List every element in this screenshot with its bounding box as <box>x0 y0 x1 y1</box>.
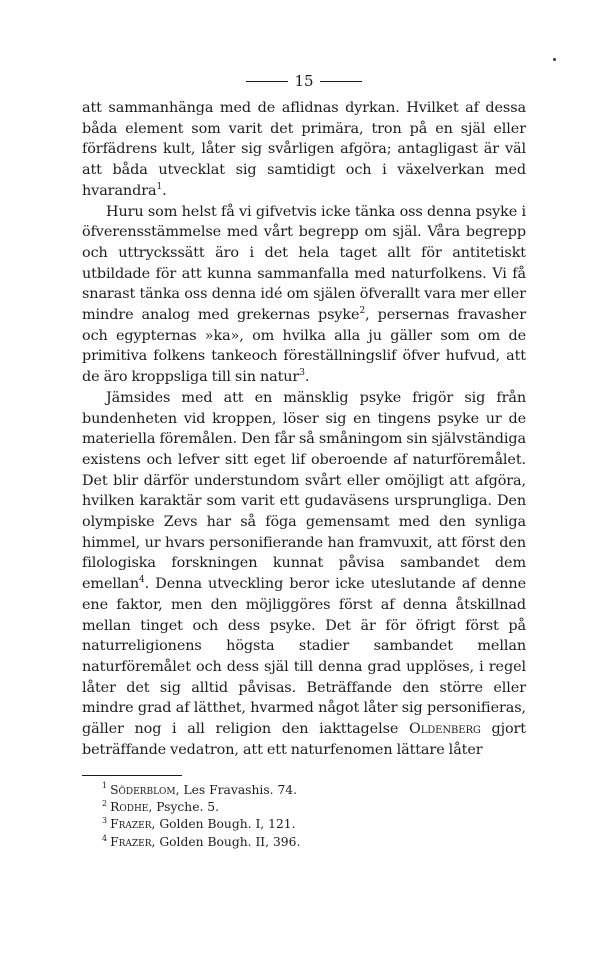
text-run: . <box>304 369 310 386</box>
footnote-mark: 3 <box>102 816 108 826</box>
footnote-mark: 2 <box>102 798 108 808</box>
header-dash-left <box>246 81 288 82</box>
footnote-mark: 1 <box>102 781 108 791</box>
footnote-citation: , Golden Bough. II, 396. <box>151 834 301 849</box>
footnote-author: Söderblom <box>110 782 176 797</box>
text-run: att sammanhänga med de aflidnas dyrkan. Hvilket af dessa båda element som varit det primära, tron på en själ eller förfädrens kult, låter sig svårligen afgöra; antagligast är väl att båda utvecklat sig samtidigt och i växelverkan med hvarandra <box>82 100 526 199</box>
footnote-rule <box>82 775 182 776</box>
author-name: Oldenberg <box>409 721 481 738</box>
text-run: Jämsides med att en mänsklig psyke frigör sig från bundenheten vid kroppen, löser sig en tingens psyke ur de materiella föremålen. Den får så småningom sin självständiga existens och lefver sitt eget lif oberoende af naturföremålet. Det blir därför understundom svårt eller omöjligt att afgöra, hvilken karaktär som varit ett gudaväsens ursprungliga. Den olympiske Zevs har så föga gemensamt med den synliga himmel, ur hvars personifierande han framvuxit, att först den filologiska forskningen kunnat påvisa sambandet dem emellan <box>82 389 526 593</box>
footnote-citation: , Golden Bough. I, 121. <box>151 817 296 832</box>
page-header <box>82 70 526 92</box>
footnote-citation: , Psyche. 5. <box>148 799 220 814</box>
text-run: . Denna utveckling beror icke uteslutande af denne ene faktor, men den möjliggöres först af denna åtskillnad mellan tinget och dess psyke. Det är för öfrigt först på naturreligionens högsta stadier sambandet mellan naturföremålet och dess själ till denna grad upplöses, i regel låter det sig alltid påvisas. Beträffande den större eller mindre grad af lätthet, hvarmed något låter sig personifieras, gäller nog i all religion den iakttagelse <box>82 576 526 738</box>
text-run: . <box>162 182 167 199</box>
footnotes <box>82 782 526 852</box>
page-number: 15 <box>294 72 314 90</box>
footnote <box>102 799 526 816</box>
footnote <box>102 834 526 851</box>
paragraph <box>82 202 526 388</box>
paper-speck <box>553 58 556 61</box>
text-run: , persernas fravasher och egypternas »ka», om hvilka alla ju gäller som om de primitiva folkens tankeoch föreställningslif öfver hufvud, att de äro kroppsliga till sin natur <box>82 307 526 386</box>
footnote-author: Frazer <box>110 817 152 832</box>
footnote-mark: 4 <box>102 833 108 843</box>
footnote <box>102 816 526 833</box>
body-text <box>82 98 526 761</box>
header-dash-right <box>320 81 362 82</box>
footnote-reference: 2 <box>359 306 366 317</box>
footnote-reference: 3 <box>299 368 305 379</box>
text-run: Huru som helst få vi gifvetvis icke tänka oss denna psyke i öfverensstämmelse med vårt begrepp om själ. Våra begrepp och uttryckssätt äro i det hela taget allt för antitetiskt utbildade för att kunna sammanfalla med naturfolkens. Vi få snarast tänka oss denna idé om själen öfverallt vara mer eller mindre analog med grekernas psyke <box>82 203 526 324</box>
footnote-author: Frazer <box>110 834 152 849</box>
text-run: gjort beträffande vedatron, att ett naturfenomen lättare låter <box>82 721 526 758</box>
paragraph <box>82 388 526 761</box>
footnote-reference: 1 <box>156 182 163 193</box>
footnote-citation: , Les Fravashis. 74. <box>175 782 298 797</box>
footnote-author: Rodhe <box>110 799 149 814</box>
paragraph <box>82 98 526 202</box>
footnote-reference: 4 <box>139 575 145 586</box>
footnote <box>102 782 526 799</box>
book-page <box>82 70 526 851</box>
